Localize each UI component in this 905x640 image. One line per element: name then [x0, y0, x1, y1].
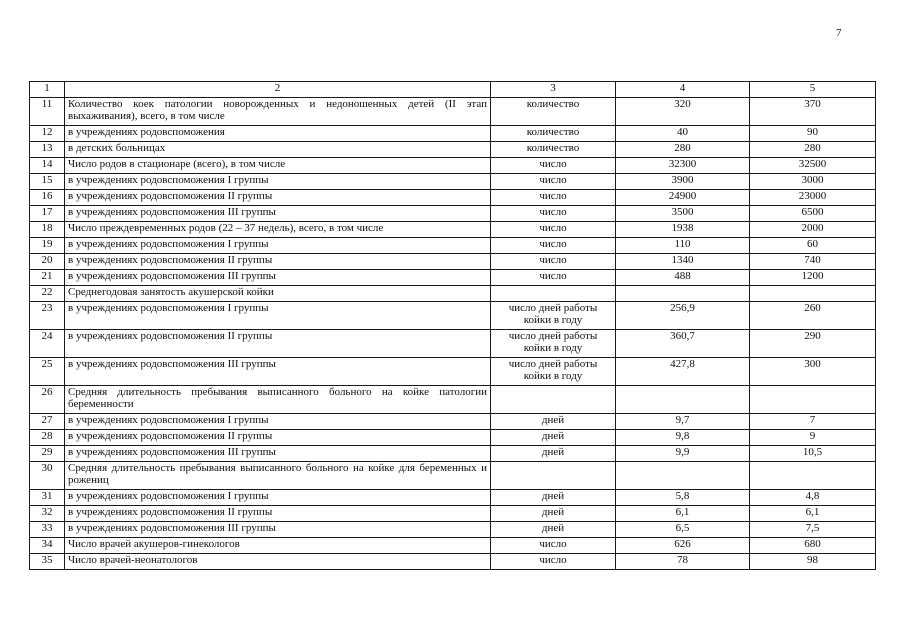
value-col4 [616, 286, 750, 302]
row-number: 16 [30, 190, 65, 206]
table-row [30, 462, 876, 490]
value-col5: 1200 [750, 270, 876, 286]
row-number: 22 [30, 286, 65, 302]
row-number: 24 [30, 330, 65, 358]
row-number: 31 [30, 490, 65, 506]
table-row [30, 270, 876, 286]
table-row [30, 414, 876, 430]
value-col4: 3500 [616, 206, 750, 222]
value-col5: 90 [750, 126, 876, 142]
value-col5: 7 [750, 414, 876, 430]
row-number: 26 [30, 386, 65, 414]
indicator-name: Среднегодовая занятость акушерской койки [65, 286, 491, 302]
value-col5: 32500 [750, 158, 876, 174]
value-col5: 280 [750, 142, 876, 158]
unit-cell: дней [491, 522, 616, 538]
page-number: 7 [836, 27, 842, 39]
row-number: 11 [30, 98, 65, 126]
unit-cell: число дней работы койки в году [491, 358, 616, 386]
table-row [30, 358, 876, 386]
table-row [30, 330, 876, 358]
unit-cell: дней [491, 506, 616, 522]
value-col4: 360,7 [616, 330, 750, 358]
value-col4: 488 [616, 270, 750, 286]
row-number: 14 [30, 158, 65, 174]
value-col5: 740 [750, 254, 876, 270]
unit-cell: число [491, 254, 616, 270]
row-number: 33 [30, 522, 65, 538]
row-number: 35 [30, 554, 65, 570]
indicator-name: Число родов в стационаре (всего), в том числе [65, 158, 491, 174]
data-table [29, 81, 876, 570]
value-col5: 7,5 [750, 522, 876, 538]
indicator-name: в учреждениях родовспоможения I группы [65, 414, 491, 430]
value-col4: 3900 [616, 174, 750, 190]
indicator-name: Число врачей-неонатологов [65, 554, 491, 570]
table-row [30, 254, 876, 270]
column-header: 2 [65, 82, 491, 98]
unit-cell [491, 462, 616, 490]
value-col5: 3000 [750, 174, 876, 190]
value-col4: 1938 [616, 222, 750, 238]
value-col5: 10,5 [750, 446, 876, 462]
indicator-name: Число преждевременных родов (22 – 37 недель), всего, в том числе [65, 222, 491, 238]
value-col4: 320 [616, 98, 750, 126]
value-col5: 290 [750, 330, 876, 358]
value-col5: 6500 [750, 206, 876, 222]
unit-cell [491, 386, 616, 414]
unit-cell: число [491, 158, 616, 174]
value-col4: 78 [616, 554, 750, 570]
unit-cell: количество [491, 126, 616, 142]
value-col4: 5,8 [616, 490, 750, 506]
row-number: 12 [30, 126, 65, 142]
indicator-name: в учреждениях родовспоможения [65, 126, 491, 142]
value-col4: 256,9 [616, 302, 750, 330]
row-number: 15 [30, 174, 65, 190]
indicator-name: в учреждениях родовспоможения III группы [65, 206, 491, 222]
value-col4: 32300 [616, 158, 750, 174]
table-row [30, 490, 876, 506]
unit-cell: дней [491, 490, 616, 506]
indicator-name: в учреждениях родовспоможения II группы [65, 430, 491, 446]
indicator-name: в учреждениях родовспоможения I группы [65, 490, 491, 506]
row-number: 34 [30, 538, 65, 554]
indicator-name: в учреждениях родовспоможения III группы [65, 358, 491, 386]
row-number: 25 [30, 358, 65, 386]
column-header: 5 [750, 82, 876, 98]
value-col5: 9 [750, 430, 876, 446]
row-number: 20 [30, 254, 65, 270]
row-number: 13 [30, 142, 65, 158]
value-col5: 2000 [750, 222, 876, 238]
row-number: 18 [30, 222, 65, 238]
column-header: 4 [616, 82, 750, 98]
row-number: 23 [30, 302, 65, 330]
row-number: 30 [30, 462, 65, 490]
table-row [30, 238, 876, 254]
table-row [30, 386, 876, 414]
indicator-name: в учреждениях родовспоможения I группы [65, 238, 491, 254]
indicator-name: в учреждениях родовспоможения II группы [65, 506, 491, 522]
value-col5 [750, 286, 876, 302]
unit-cell: число [491, 538, 616, 554]
unit-cell: дней [491, 446, 616, 462]
row-number: 28 [30, 430, 65, 446]
indicator-name: в учреждениях родовспоможения III группы [65, 270, 491, 286]
unit-cell: число [491, 238, 616, 254]
value-col4: 6,1 [616, 506, 750, 522]
value-col5: 680 [750, 538, 876, 554]
unit-cell: количество [491, 98, 616, 126]
indicator-name: Количество коек патологии новорожденных и недоношенных детей (II этап выхаживания), всего, в том числе [65, 98, 491, 126]
value-col4 [616, 462, 750, 490]
table-row [30, 430, 876, 446]
unit-cell: количество [491, 142, 616, 158]
value-col4: 6,5 [616, 522, 750, 538]
value-col5: 370 [750, 98, 876, 126]
indicator-name: в учреждениях родовспоможения I группы [65, 174, 491, 190]
table-row [30, 286, 876, 302]
indicator-name: Число врачей акушеров-гинекологов [65, 538, 491, 554]
row-number: 21 [30, 270, 65, 286]
table-row [30, 190, 876, 206]
value-col4: 626 [616, 538, 750, 554]
indicator-name: Средняя длительность пребывания выписанного больного на койке патологии беременности [65, 386, 491, 414]
table-row [30, 522, 876, 538]
value-col4 [616, 386, 750, 414]
indicator-name: в учреждениях родовспоможения II группы [65, 190, 491, 206]
value-col4: 9,8 [616, 430, 750, 446]
value-col4: 1340 [616, 254, 750, 270]
unit-cell: число [491, 174, 616, 190]
table-row [30, 126, 876, 142]
indicator-name: в учреждениях родовспоможения I группы [65, 302, 491, 330]
value-col5: 300 [750, 358, 876, 386]
table-row [30, 158, 876, 174]
table-header-row [30, 82, 876, 98]
indicator-name: в детских больницах [65, 142, 491, 158]
table-row [30, 206, 876, 222]
indicator-name: в учреждениях родовспоможения II группы [65, 330, 491, 358]
unit-cell: число [491, 554, 616, 570]
unit-cell: дней [491, 430, 616, 446]
value-col5 [750, 386, 876, 414]
table-row [30, 302, 876, 330]
unit-cell: число [491, 222, 616, 238]
row-number: 27 [30, 414, 65, 430]
value-col4: 40 [616, 126, 750, 142]
table-row [30, 142, 876, 158]
unit-cell: число дней работы койки в году [491, 302, 616, 330]
indicator-name: в учреждениях родовспоможения III группы [65, 446, 491, 462]
value-col5 [750, 462, 876, 490]
value-col5: 98 [750, 554, 876, 570]
row-number: 32 [30, 506, 65, 522]
value-col5: 260 [750, 302, 876, 330]
value-col5: 23000 [750, 190, 876, 206]
value-col5: 60 [750, 238, 876, 254]
table-row [30, 222, 876, 238]
row-number: 17 [30, 206, 65, 222]
table-row [30, 174, 876, 190]
value-col4: 427,8 [616, 358, 750, 386]
value-col5: 4,8 [750, 490, 876, 506]
table-row [30, 538, 876, 554]
indicator-name: в учреждениях родовспоможения III группы [65, 522, 491, 538]
column-header: 3 [491, 82, 616, 98]
unit-cell: дней [491, 414, 616, 430]
value-col5: 6,1 [750, 506, 876, 522]
unit-cell: число [491, 206, 616, 222]
row-number: 19 [30, 238, 65, 254]
table-row [30, 446, 876, 462]
column-header: 1 [30, 82, 65, 98]
value-col4: 9,7 [616, 414, 750, 430]
value-col4: 280 [616, 142, 750, 158]
unit-cell: число [491, 190, 616, 206]
value-col4: 24900 [616, 190, 750, 206]
table-row [30, 98, 876, 126]
row-number: 29 [30, 446, 65, 462]
unit-cell: число дней работы койки в году [491, 330, 616, 358]
unit-cell: число [491, 270, 616, 286]
unit-cell [491, 286, 616, 302]
table-row [30, 554, 876, 570]
indicator-name: в учреждениях родовспоможения II группы [65, 254, 491, 270]
value-col4: 110 [616, 238, 750, 254]
indicator-name: Средняя длительность пребывания выписанного больного на койке для беременных и рожениц [65, 462, 491, 490]
table-body [30, 82, 876, 570]
value-col4: 9,9 [616, 446, 750, 462]
table-row [30, 506, 876, 522]
